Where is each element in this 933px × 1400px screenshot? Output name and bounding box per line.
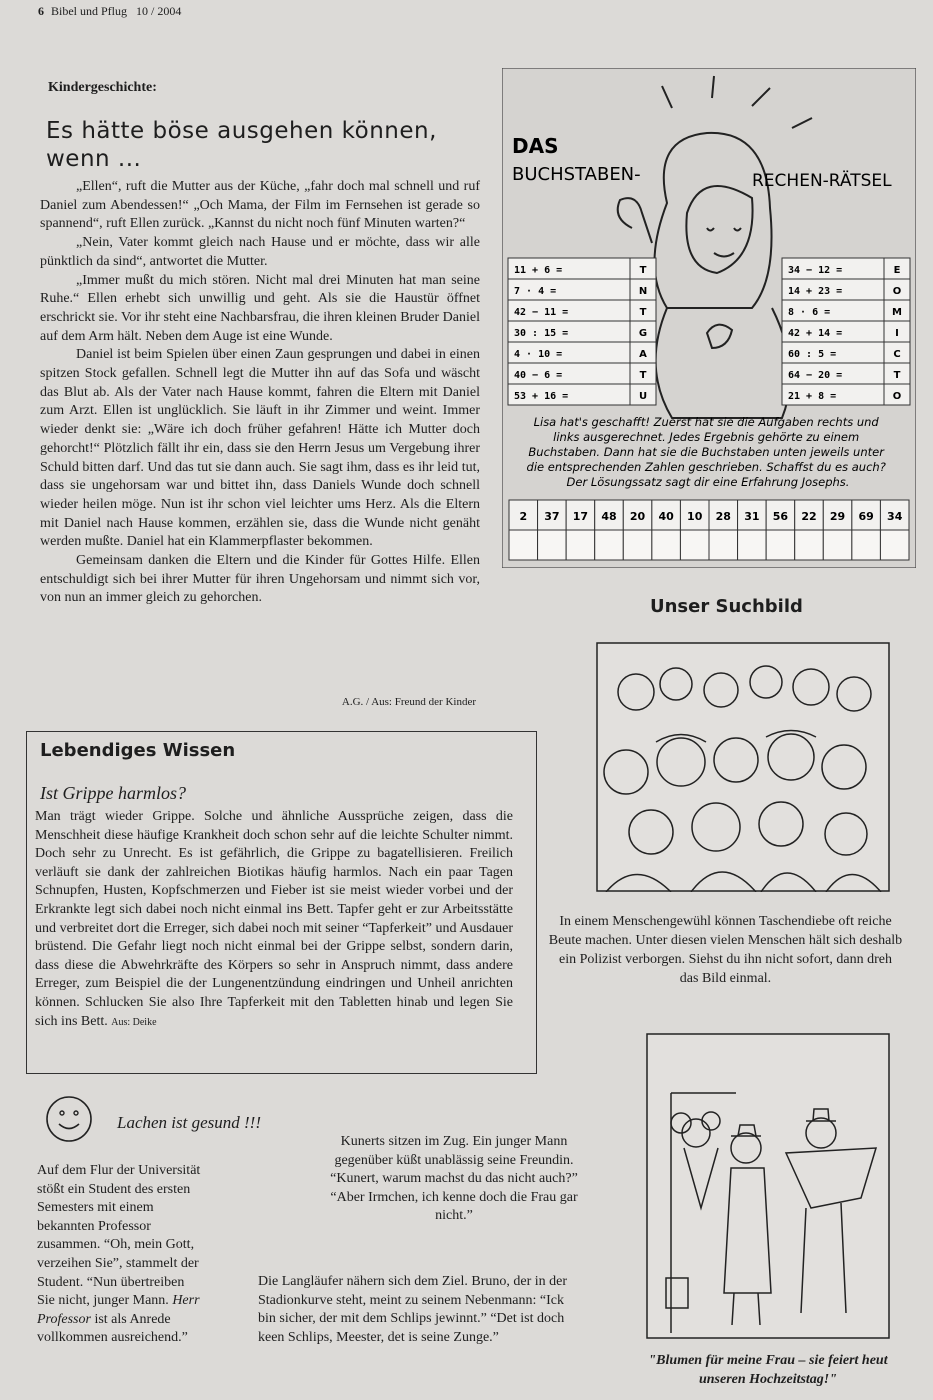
answer-number-label: 69: [858, 510, 874, 523]
smiley-icon: [45, 1095, 93, 1143]
answer-blank-cell: [595, 530, 624, 560]
buchstaben-raetsel: [502, 68, 916, 568]
right-task-label: 42 + 14 =: [788, 328, 843, 339]
left-task-label: 11 + 6 =: [514, 265, 563, 276]
right-letter-label: T: [893, 370, 901, 381]
page-number: 6: [38, 4, 44, 18]
left-task-table: [508, 258, 656, 405]
right-letter-label: C: [893, 349, 901, 360]
answer-blank-cell: [623, 530, 652, 560]
answer-blank-cell: [738, 530, 767, 560]
answer-blank-cell: [652, 530, 681, 560]
answer-number-label: 37: [544, 510, 560, 523]
publication-name: Bibel und Pflug: [51, 4, 128, 18]
right-letter-label: M: [892, 307, 902, 318]
story-paragraph: „Immer mußt du mich stören. Nicht mal drei Minuten hat man seine Ruhe.“ Ellen erhebt sich unwillig und geht. Als sie die Haustür öffnet erschrickt sie. Vor ihr steht eine Nachbarsfrau, die ihren kleinen Bruder Daniel auf dem Arm hält. Neben dem Auge ist eine Wunde.: [40, 272, 480, 344]
right-task-label: 21 + 8 =: [788, 391, 837, 402]
right-letter-label: E: [893, 265, 901, 276]
right-task-table: [782, 258, 910, 405]
wissen-subtitle: Ist Grippe harmlos?: [40, 783, 187, 803]
left-letter-label: T: [639, 265, 647, 276]
page-header: [38, 4, 181, 19]
joke-professor-text-a: Auf dem Flur der Universität stößt ein Student des ersten Semesters mit einem bekannten Professor zusammen. “Oh, mein Gott, verzeihen Sie”, stammelt der Student. “Nun übertreiben Sie nicht, junger Mann.: [37, 1163, 201, 1309]
answer-blank-cell: [823, 530, 852, 560]
answer-blank-cell: [852, 530, 881, 560]
left-letter-label: G: [638, 328, 648, 339]
puzzle-caption: Lisa hat's geschafft! Zuerst hat sie die Aufgaben rechts und links ausgerechnet. Jedes Ergebnis gehörte zu einem Buchstaben. Dann hat sie die Buchstaben unten jeweils unter die entsprechenden Zahlen geschrieben. Schaffst du es auch? Der Lösungssatz sagt dir eine Erfahrung Josephs.: [526, 415, 886, 489]
answer-blank-cell: [680, 530, 709, 560]
crowd-cartoon: [596, 642, 890, 892]
right-task-label: 8 · 6 =: [788, 307, 831, 318]
answer-blank-cell: [795, 530, 824, 560]
answer-number-label: 10: [687, 510, 703, 523]
story-paragraph: „Nein, Vater kommt gleich nach Hause und er möchte, dass wir alle pünktlich da sind“, antwortet die Mutter.: [40, 235, 480, 269]
right-task-label: 34 − 12 =: [788, 265, 843, 276]
right-task-label: 14 + 23 =: [788, 286, 843, 297]
flowers-cartoon: [646, 1033, 890, 1339]
answer-number-label: 28: [715, 510, 731, 523]
puzzle-title-rechen: RECHEN-RÄTSEL: [752, 171, 892, 191]
left-task-label: 30 : 15 =: [514, 328, 569, 339]
puzzle-title-buchstaben: BUCHSTABEN-: [512, 164, 641, 185]
wissen-title: Lebendiges Wissen: [40, 740, 236, 761]
suchbild-caption: In einem Menschengewühl können Taschendiebe oft reiche Beute machen. Unter diesen vielen Menschen hält sich deshalb ein Polizist verborgen. Siehst du ihn nicht sofort, dann dreh das Bild einmal.: [548, 914, 903, 986]
story-paragraph: Daniel ist beim Spielen über einen Zaun gesprungen und dabei in einen spitzen Stock gefallen. Schnell legt die Mutter ihn auf das Sofa und wäscht das Blut ab. Als der Vater nach Hause kommt, fahren die Eltern mit Daniel zum Arzt. Ellen ist unglücklich. Sie läuft in ihr Zimmer und weint. Immer wieder denkt sie: „Wäre ich doch früher gefahren! Hätte ich Mutter doch gehorcht!“ Plötzlich fällt ihr ein, dass sie den Herrn Jesus um Vergebung ihrer Schuld bitten darf. Und das tut sie dann auch. Sie sagt ihm, dass es ihr leid tut, dass sie ungehorsam war und bittet ihn, dass Daniels Wunde doch schnell wieder heilen möge. Nun ist ihr schon viel leichter ums Herz. Als die Eltern mit Daniel nach Hause kommen, erzählen sie, dass die Wunde nicht genäht werden mußte. Daniel hat ein Klammerpflaster bekommen.: [40, 347, 480, 550]
joke-professor-emphasis: Herr Professor: [37, 1293, 200, 1327]
answer-blank-cell: [509, 530, 538, 560]
joke-langlaeufer: Die Langläufer nähern sich dem Ziel. Bruno, der in der Stadionkurve steht, meint zu seinem Nebenmann: “Ick bin sicher, der mit dem Schlips jewinnt.” “Det ist doch keen Schlips, Meester, det is seine Zunge.”: [258, 1274, 568, 1345]
answer-blank-cell: [880, 530, 909, 560]
joke-professor: [37, 1162, 202, 1348]
answer-number-label: 2: [519, 510, 528, 523]
answer-number-label: 48: [601, 510, 617, 523]
issue-label: 10 / 2004: [136, 4, 182, 18]
story-body: [40, 178, 480, 608]
answer-blank-cell: [566, 530, 595, 560]
story-paragraph: „Ellen“, ruft die Mutter aus der Küche, „fahr doch mal schnell und ruf Daniel zum Abendessen!“ „Och Mama, der Film im Fernsehen ist gerade so spannend“, ruft Ellen zurück. „Kannst du nicht noch fünf Minuten warten?“: [40, 179, 480, 232]
story-title: Es hätte böse ausgehen können, wenn ...: [46, 118, 437, 172]
joke-kunert: Kunerts sitzen im Zug. Ein junger Mann gegenüber küßt unablässig seine Freundin. “Kunert, warum machst du das nicht auch?” “Aber Irmchen, ich kenne doch die Frau gar nicht.”: [330, 1134, 578, 1224]
story-credit: A.G. / Aus: Freund der Kinder: [341, 696, 476, 708]
right-letter-label: I: [895, 328, 899, 339]
left-letter-label: U: [638, 391, 648, 402]
left-task-label: 42 − 11 =: [514, 307, 569, 318]
left-task-label: 4 · 10 =: [514, 349, 563, 360]
right-letter-label: O: [892, 286, 902, 297]
right-task-label: 60 : 5 =: [788, 349, 837, 360]
left-letter-label: T: [639, 370, 647, 381]
right-letter-label: O: [892, 391, 902, 402]
answer-number-label: 17: [572, 510, 589, 523]
answer-blank-cell: [538, 530, 567, 560]
wissen-source: Aus: Deike: [111, 1016, 157, 1028]
lachen-title: Lachen ist gesund !!!: [117, 1113, 262, 1132]
answer-blank-cell: [709, 530, 738, 560]
answer-number-label: 34: [887, 510, 903, 523]
left-letter-label: T: [639, 307, 647, 318]
left-task-label: 7 · 4 =: [514, 286, 557, 297]
answer-blank-cell: [766, 530, 795, 560]
left-letter-label: A: [639, 349, 647, 360]
wissen-text: Man trägt wieder Grippe. Solche und ähnliche Aussprüche zeigen, dass die Menschheit diese häufige Krankheit doch schon sehr auf die leichte Schulter nimmt. Doch sehr zu Unrecht. Es ist gefährlich, die Grippe zu bagatellisieren. Freilich verläuft sie dank der zahlreichen Biotikas häufig harmlos. Nach ein paar Tagen Schnupfen, Husten, Kopfschmerzen und Fieber ist sie meist wieder vorbei und der Erkrankte legt sich dabei noch nicht einmal ins Bett. Tapfer geht er zur Arbeitsstätte und verbreitet dort die Erreger, sich dabei noch mit seiner “Tapferkeit” und Ausdauer brüstend. Die Gefahr liegt noch nicht einmal bei der Grippe selbst, sondern darin, dass diese die Abwehrkräfte des Körpers so sehr in Anspruch nimmt, dass andere Erreger, zum Beispiel die der Lungenentzündung eindringen und Unheil anrichten können. Schlucken Sie also Ihre Tapferkeit mit den Tabletten hinab und legen Sie sich ins Bett.: [35, 809, 513, 1029]
answer-number-label: 20: [629, 510, 646, 523]
joke-professor-text-b: ist als Anrede vollkommen ausreichend.”: [37, 1311, 188, 1346]
story-kicker: Kindergeschichte:: [48, 80, 157, 95]
answer-grid: [509, 500, 909, 560]
left-task-label: 40 − 6 =: [514, 370, 563, 381]
answer-number-label: 40: [658, 510, 674, 523]
answer-number-label: 22: [801, 510, 817, 523]
puzzle-title-das: DAS: [512, 134, 559, 158]
left-letter-label: N: [638, 286, 648, 297]
cartoon2-caption: "Blumen für meine Frau – sie feiert heut unseren Hochzeitstag!": [648, 1353, 888, 1387]
right-task-label: 64 − 20 =: [788, 370, 843, 381]
answer-number-label: 31: [744, 510, 760, 523]
wissen-body: [35, 808, 513, 1032]
suchbild-title: Unser Suchbild: [650, 596, 803, 617]
answer-number-label: 56: [772, 510, 789, 523]
answer-number-label: 29: [829, 510, 846, 523]
story-paragraph: Gemeinsam danken die Eltern und die Kinder für Gottes Hilfe. Ellen entschuldigt sich bei ihrer Mutter für ihren Ungehorsam und nimmt sich vor, von nun an immer gleich zu gehorchen.: [40, 553, 480, 606]
left-task-label: 53 + 16 =: [514, 391, 569, 402]
